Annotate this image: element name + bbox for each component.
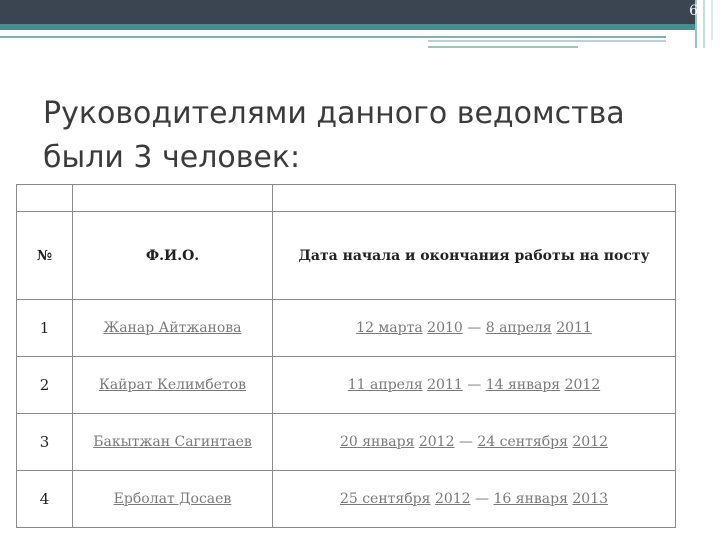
decor-vertical-line (703, 0, 705, 48)
decor-line (428, 40, 666, 42)
slide-title-line-1: Руководителями данного ведомства (43, 96, 625, 131)
row-name-link[interactable]: Кайрат Келимбетов (73, 357, 273, 414)
row-name-link[interactable]: Ерболат Досаев (73, 471, 273, 528)
end-year-link[interactable]: 2012 (572, 434, 609, 450)
end-year-link[interactable]: 2013 (572, 491, 609, 507)
row-num: 3 (17, 414, 73, 471)
end-date-link[interactable]: 8 апреля (485, 320, 552, 336)
decor-line (0, 36, 666, 38)
slide-accent-bar (0, 24, 695, 30)
row-num: 1 (17, 300, 73, 357)
row-period (273, 300, 676, 357)
table-row (17, 300, 676, 357)
start-year-link[interactable]: 2010 (427, 320, 463, 336)
table-header-row (17, 212, 676, 300)
row-num: 2 (17, 357, 73, 414)
start-year-link[interactable]: 2012 (418, 434, 455, 450)
table-row (17, 414, 676, 471)
page-number: 6 (689, 3, 698, 19)
slide-title-line-2: были 3 человек: (43, 140, 301, 175)
start-year-link[interactable]: 2012 (434, 491, 471, 507)
row-name-link[interactable]: Бакытжан Сагинтаев (73, 414, 273, 471)
slide-title (43, 92, 683, 180)
date-separator: — (462, 320, 486, 336)
end-date-link[interactable]: 14 января (485, 377, 561, 393)
empty-cell (17, 185, 73, 212)
row-period (273, 414, 676, 471)
table-row (17, 471, 676, 528)
start-date-link[interactable]: 11 апреля (347, 377, 423, 393)
start-date-link[interactable]: 12 марта (356, 320, 423, 336)
date-separator: — (462, 377, 486, 393)
end-date-link[interactable]: 24 сентября (477, 434, 568, 450)
header-name: Ф.И.О. (73, 212, 273, 300)
start-year-link[interactable]: 2011 (427, 377, 463, 393)
decor-vertical-line (711, 0, 713, 40)
start-date-link[interactable]: 20 января (339, 434, 415, 450)
decor-line (428, 46, 578, 48)
slide-top-bar (0, 0, 695, 24)
end-date-link[interactable]: 16 января (493, 491, 568, 507)
empty-cell (73, 185, 273, 212)
table-row (17, 357, 676, 414)
row-period (273, 357, 676, 414)
row-period (273, 471, 676, 528)
end-year-link[interactable]: 2011 (556, 320, 592, 336)
header-period: Дата начала и окончания работы на посту (273, 212, 676, 300)
row-num: 4 (17, 471, 73, 528)
date-separator: — (470, 491, 494, 507)
directors-table (16, 184, 676, 528)
row-name-link[interactable]: Жанар Айтжанова (73, 300, 273, 357)
start-date-link[interactable]: 25 сентября (339, 491, 431, 507)
table-empty-row (17, 185, 676, 212)
header-num: № (17, 212, 73, 300)
end-year-link[interactable]: 2012 (564, 377, 601, 393)
date-separator: — (454, 434, 478, 450)
empty-cell (273, 185, 676, 212)
